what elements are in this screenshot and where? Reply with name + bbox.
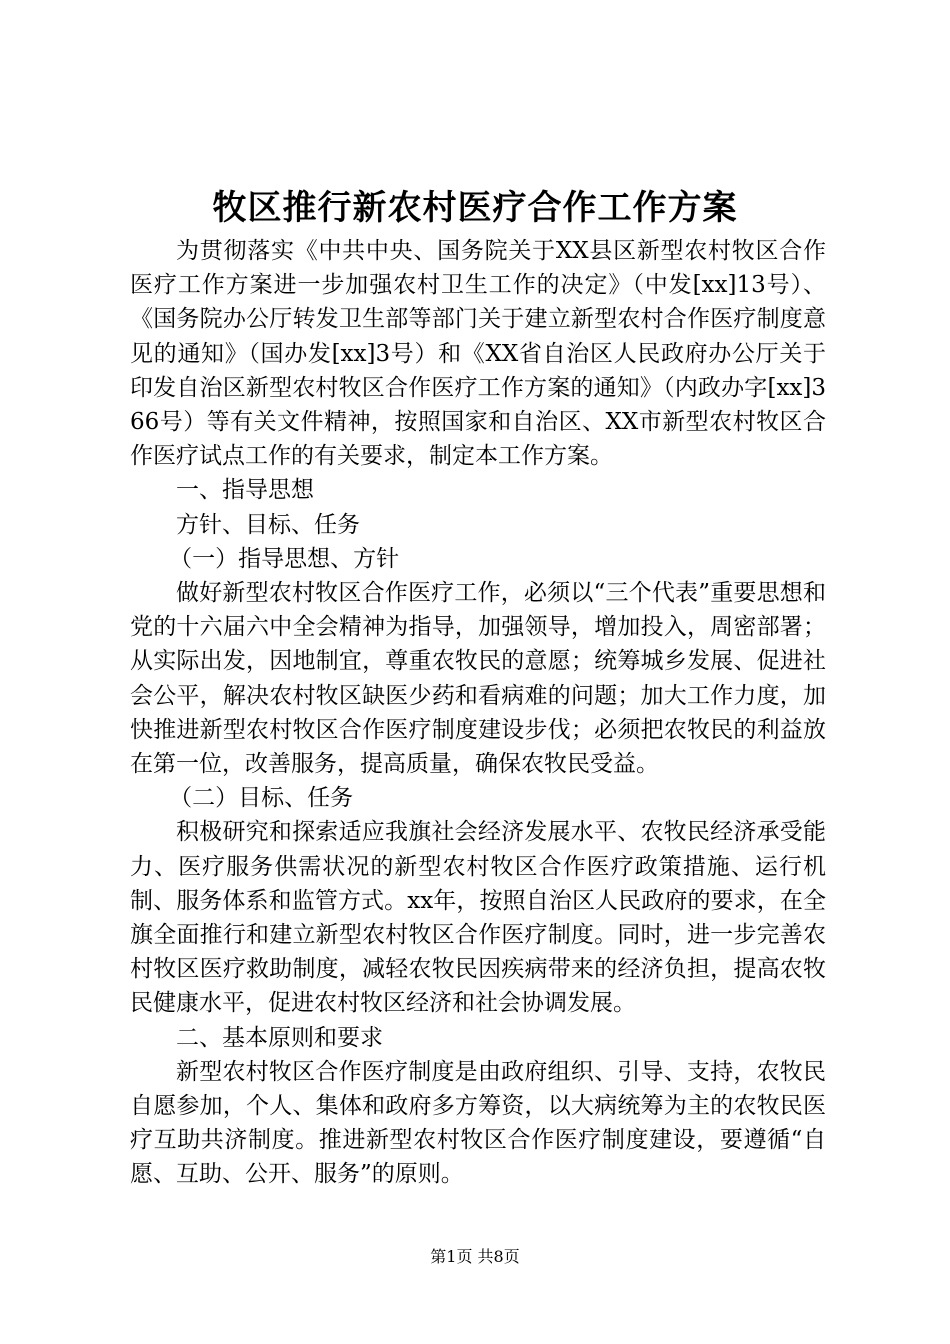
document-title: 牧区推行新农村医疗合作工作方案	[212, 188, 738, 228]
paragraph-goals-tasks: 积极研究和探索适应我旗社会经济发展水平、农牧民经济承受能力、医疗服务供需状况的新型农村牧区合作医疗政策措施、运行机制、服务体系和监管方式。xx年，按照自治区人民政府的要求，在全旗全面推行和建立新型农村牧区合作医疗制度。同时，进一步完善农村牧区医疗救助制度，减轻农牧民因疾病带来的经济负担，提高农牧民健康水平，促进农村牧区经济和社会协调发展。	[130, 819, 826, 1017]
section-subtitle-policy-goals: 方针、目标、任务	[176, 511, 360, 538]
page-footer: 第1页 共8页	[430, 1247, 520, 1266]
section-heading-guiding-ideology: 一、指导思想	[176, 477, 314, 504]
intro-paragraph: 为贯彻落实《中共中央、国务院关于XX县区新型农村牧区合作医疗工作方案进一步加强农村卫生工作的决定》（中发[xx]13号）、《国务院办公厅转发卫生部等部门关于建立新型农村合作医疗制度意见的通知》（国办发[xx]3号）和《XX省自治区人民政府办公厅关于印发自治区新型农村牧区合作医疗工作方案的通知》（内政办字[xx]366号）等有关文件精神，按照国家和自治区、XX市新型农村牧区合作医疗试点工作的有关要求，制定本工作方案。	[130, 238, 826, 470]
paragraph-principles: 新型农村牧区合作医疗制度是由政府组织、引导、支持，农牧民自愿参加，个人、集体和政府多方筹资，以大病统筹为主的农牧民医疗互助共济制度。推进新型农村牧区合作医疗制度建设，要遵循“自愿、互助、公开、服务”的原则。	[130, 1058, 826, 1188]
section-heading-principles: 二、基本原则和要求	[176, 1024, 383, 1051]
subsection-heading-2: （二）目标、任务	[169, 785, 354, 812]
paragraph-guiding-ideology: 做好新型农村牧区合作医疗工作，必须以“三个代表”重要思想和党的十六届六中全会精神为指导，加强领导，增加投入，周密部署；从实际出发，因地制宜，尊重农牧民的意愿；统筹城乡发展、促进社会公平，解决农村牧区缺医少药和看病难的问题；加大工作力度，加快推进新型农村牧区合作医疗制度建设步伐；必须把农牧民的利益放在第一位，改善服务，提高质量，确保农牧民受益。	[130, 580, 826, 778]
subsection-heading-1: （一）指导思想、方针	[169, 545, 400, 572]
document-body	[130, 234, 826, 1192]
